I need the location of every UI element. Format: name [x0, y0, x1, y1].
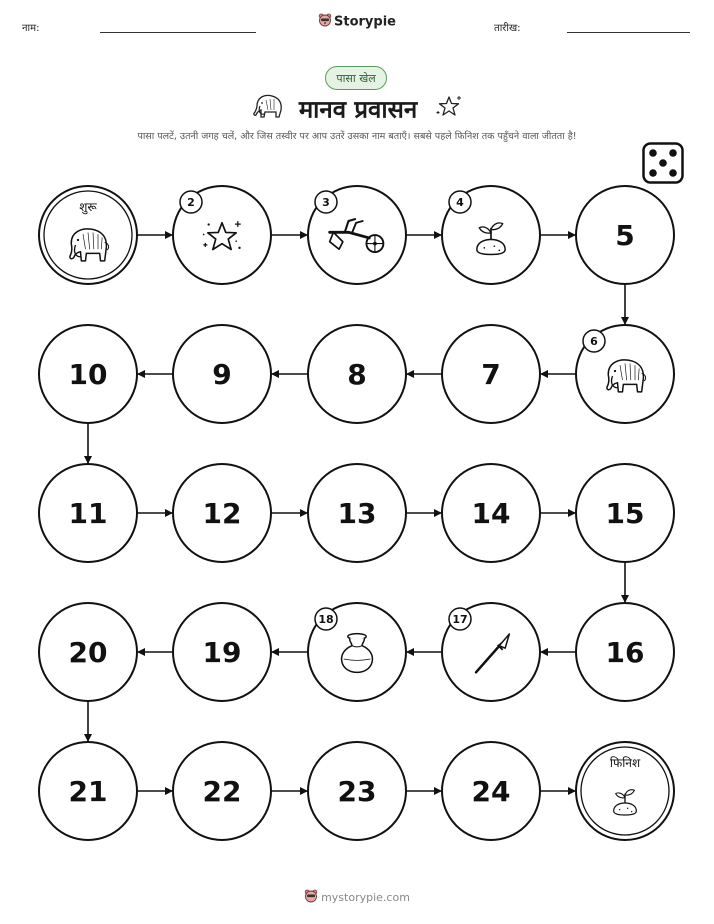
- space-number: 6: [590, 335, 598, 348]
- board-space-11[interactable]: [39, 464, 137, 562]
- space-number: 17: [452, 613, 468, 626]
- board-space-10[interactable]: [39, 325, 137, 423]
- board-space-5[interactable]: [576, 186, 674, 284]
- board-space-16[interactable]: [576, 603, 674, 701]
- board-space-2[interactable]: [173, 186, 271, 284]
- board-space-20[interactable]: [39, 603, 137, 701]
- title-text: मानव प्रवासन: [298, 95, 418, 124]
- game-type-tag: पासा खेल: [325, 66, 387, 90]
- board-space-15[interactable]: [576, 464, 674, 562]
- board-space-1[interactable]: [39, 186, 137, 284]
- board-space-3[interactable]: [308, 186, 406, 284]
- space-number: 2: [187, 196, 195, 209]
- board-space-14[interactable]: [442, 464, 540, 562]
- board-space-4[interactable]: [442, 186, 540, 284]
- bear-footer-icon: [304, 889, 318, 906]
- brand-name: Storypie: [334, 14, 396, 30]
- board-space-21[interactable]: [39, 742, 137, 840]
- space-number: 9: [212, 358, 232, 391]
- start-label: शुरू: [79, 200, 97, 214]
- board-space-19[interactable]: [173, 603, 271, 701]
- space-number: 12: [202, 497, 242, 530]
- finish-label: फिनिश: [609, 756, 641, 770]
- board-space-22[interactable]: [173, 742, 271, 840]
- space-number: 8: [347, 358, 367, 391]
- board-space-7[interactable]: [442, 325, 540, 423]
- space-number: 21: [68, 775, 108, 808]
- space-number: 10: [68, 358, 108, 391]
- board-space-24[interactable]: [442, 742, 540, 840]
- board-space-9[interactable]: [173, 325, 271, 423]
- space-number: 20: [68, 636, 108, 669]
- board-space-17[interactable]: [442, 603, 540, 701]
- board-space-6[interactable]: [576, 325, 674, 423]
- board-space-18[interactable]: [308, 603, 406, 701]
- footer: [0, 889, 714, 906]
- space-number: 4: [456, 196, 464, 209]
- space-number: 23: [337, 775, 377, 808]
- space-number: 7: [481, 358, 501, 391]
- footer-site: mystorypie.com: [321, 891, 410, 904]
- space-number: 11: [68, 497, 108, 530]
- space-number: 22: [202, 775, 242, 808]
- space-number: 14: [471, 497, 511, 530]
- space-number: 5: [615, 219, 635, 252]
- date-label: तारीख:: [494, 23, 521, 34]
- instructions-text: पासा पलटें, उतनी जगह चलें, और जिस तस्वीर पर आप उतरें उसका नाम बताएँ। सबसे पहले फिनिश तक पहुँचने वाला जीतता है!: [137, 131, 577, 142]
- board-space-13[interactable]: [308, 464, 406, 562]
- board-space-25[interactable]: [576, 742, 674, 840]
- space-number: 24: [471, 775, 511, 808]
- space-number: 3: [322, 196, 330, 209]
- board-space-12[interactable]: [173, 464, 271, 562]
- name-label: नाम:: [22, 23, 40, 34]
- space-number: 16: [605, 636, 645, 669]
- board-space-23[interactable]: [308, 742, 406, 840]
- board-spaces: [39, 186, 674, 840]
- space-number: 13: [337, 497, 377, 530]
- space-number: 18: [318, 613, 334, 626]
- board-space-8[interactable]: [308, 325, 406, 423]
- space-number: 15: [605, 497, 645, 530]
- space-number: 19: [202, 636, 242, 669]
